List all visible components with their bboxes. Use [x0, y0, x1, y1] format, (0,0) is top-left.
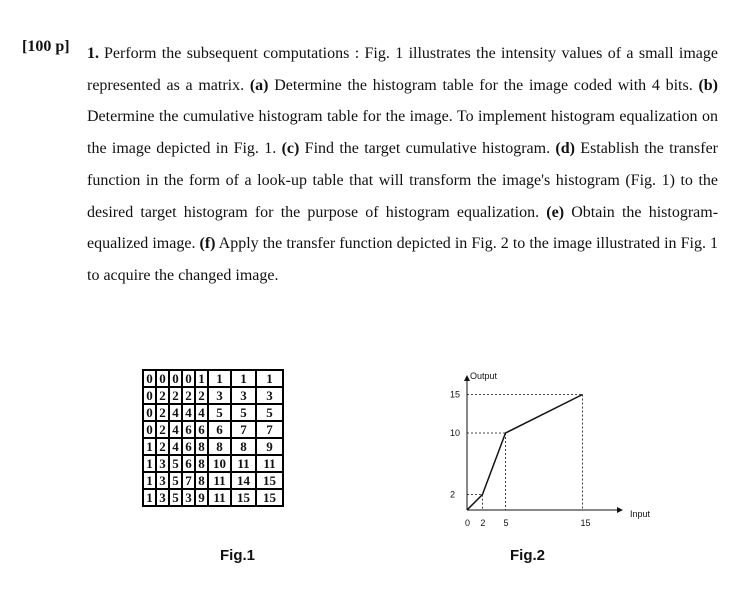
- part-a-text: Determine the histogram table for the image coded with 4 bits.: [274, 76, 693, 94]
- matrix-cell: 0: [143, 421, 156, 438]
- fig2-x-axis-label: Input: [630, 509, 651, 519]
- question-text: [87, 38, 718, 292]
- matrix-cell: 6: [208, 421, 231, 438]
- part-b-text: Determine the cumulative histogram table for the image. To implement histogram equalization on the image depicted in Fig. 1.: [87, 108, 718, 158]
- fig2-transfer-graph: [440, 365, 670, 540]
- matrix-cell: 15: [256, 489, 283, 506]
- part-b-label: (b): [698, 76, 719, 94]
- matrix-cell: 2: [169, 387, 182, 404]
- matrix-cell: 2: [156, 421, 169, 438]
- matrix-cell: 1: [143, 438, 156, 455]
- matrix-cell: 0: [143, 370, 156, 387]
- fig1-caption: Fig.1: [220, 547, 256, 564]
- matrix-cell: 1: [143, 472, 156, 489]
- matrix-cell: 8: [195, 472, 208, 489]
- matrix-cell: 1: [143, 455, 156, 472]
- matrix-cell: 4: [169, 404, 182, 421]
- part-a-label: (a): [249, 76, 269, 94]
- matrix-cell: 0: [169, 370, 182, 387]
- matrix-cell: 2: [195, 387, 208, 404]
- question-points: [100 p]: [22, 38, 70, 55]
- part-f-label: (f): [199, 235, 216, 253]
- fig2-y-tick-label: 15: [450, 389, 461, 400]
- matrix-cell: 8: [195, 455, 208, 472]
- matrix-cell: 5: [169, 455, 182, 472]
- matrix-cell: 11: [256, 455, 283, 472]
- matrix-row: [143, 421, 283, 438]
- fig2-x-tick-label: 2: [480, 518, 486, 528]
- fig2-x-tick-label: 0: [465, 518, 471, 528]
- matrix-cell: 3: [156, 455, 169, 472]
- matrix-cell: 2: [156, 387, 169, 404]
- part-d-text: Establish the transfer function in the form of a look-up table that will transform the image's histogram (Fig. 1) to the desired target histogram for the purpose of histogram equalization.: [87, 140, 719, 221]
- fig2-y-tick-label: 10: [450, 428, 461, 438]
- matrix-cell: 3: [156, 472, 169, 489]
- question-number: 1.: [87, 45, 99, 62]
- matrix-cell: 9: [256, 438, 283, 455]
- matrix-cell: 7: [256, 421, 283, 438]
- fig2-x-tick-label: 15: [580, 518, 591, 528]
- fig1-matrix-table: [142, 369, 284, 507]
- matrix-cell: 8: [208, 438, 231, 455]
- question-intro: Perform the subsequent computations : Fig. 1 illustrates the intensity values of a small image represented as a matrix.: [87, 45, 718, 94]
- matrix-cell: 2: [156, 404, 169, 421]
- matrix-row: [143, 455, 283, 472]
- matrix-cell: 2: [156, 438, 169, 455]
- matrix-cell: 0: [143, 387, 156, 404]
- matrix-cell: 10: [208, 455, 231, 472]
- matrix-cell: 3: [231, 387, 256, 404]
- matrix-cell: 5: [169, 489, 182, 506]
- fig2-y-axis-label: Output: [470, 371, 498, 381]
- matrix-cell: 5: [231, 404, 256, 421]
- matrix-row: [143, 489, 283, 506]
- fig2-transfer-curve: [467, 395, 583, 511]
- matrix-cell: 0: [182, 370, 195, 387]
- matrix-cell: 14: [231, 472, 256, 489]
- matrix-cell: 4: [182, 404, 195, 421]
- part-e-text: Obtain the histogram-equalized image.: [87, 203, 719, 253]
- matrix-cell: 4: [169, 421, 182, 438]
- matrix-cell: 15: [256, 472, 283, 489]
- matrix-cell: 8: [231, 438, 256, 455]
- matrix-cell: 3: [182, 489, 195, 506]
- fig2-caption: Fig.2: [510, 547, 546, 564]
- part-c-text: Find the target cumulative histogram.: [304, 140, 551, 158]
- matrix-cell: 4: [195, 404, 208, 421]
- matrix-cell: 6: [195, 421, 208, 438]
- matrix-row: [143, 404, 283, 421]
- matrix-cell: 15: [231, 489, 256, 506]
- matrix-cell: 6: [182, 438, 195, 455]
- fig2-x-tick-label: 5: [503, 518, 509, 528]
- matrix-cell: 3: [256, 387, 283, 404]
- matrix-cell: 11: [208, 489, 231, 506]
- matrix-cell: 1: [231, 370, 256, 387]
- matrix-cell: 6: [182, 421, 195, 438]
- fig2-y-tick-label: 2: [450, 489, 456, 500]
- part-e-label: (e): [546, 203, 565, 221]
- matrix-cell: 3: [208, 387, 231, 404]
- matrix-row: [143, 472, 283, 489]
- matrix-cell: 0: [156, 370, 169, 387]
- matrix-cell: 11: [208, 472, 231, 489]
- matrix-cell: 6: [182, 455, 195, 472]
- matrix-cell: 8: [195, 438, 208, 455]
- part-c-label: (c): [281, 140, 300, 158]
- matrix-cell: 5: [169, 472, 182, 489]
- matrix-cell: 3: [156, 489, 169, 506]
- part-f-text: Apply the transfer function depicted in Fig. 2 to the image illustrated in Fig. 1 to acquire the changed image.: [87, 235, 719, 284]
- matrix-cell: 5: [208, 404, 231, 421]
- matrix-cell: 1: [195, 370, 208, 387]
- matrix-row: [143, 387, 283, 404]
- matrix-cell: 11: [231, 455, 256, 472]
- matrix-cell: 0: [143, 404, 156, 421]
- matrix-cell: 1: [256, 370, 283, 387]
- matrix-row: [143, 370, 283, 387]
- matrix-cell: 7: [182, 472, 195, 489]
- matrix-cell: 9: [195, 489, 208, 506]
- matrix-cell: 5: [256, 404, 283, 421]
- matrix-row: [143, 438, 283, 455]
- part-d-label: (d): [555, 140, 575, 158]
- matrix-cell: 1: [143, 489, 156, 506]
- matrix-cell: 2: [182, 387, 195, 404]
- matrix-cell: 4: [169, 438, 182, 455]
- matrix-cell: 1: [208, 370, 231, 387]
- matrix-cell: 7: [231, 421, 256, 438]
